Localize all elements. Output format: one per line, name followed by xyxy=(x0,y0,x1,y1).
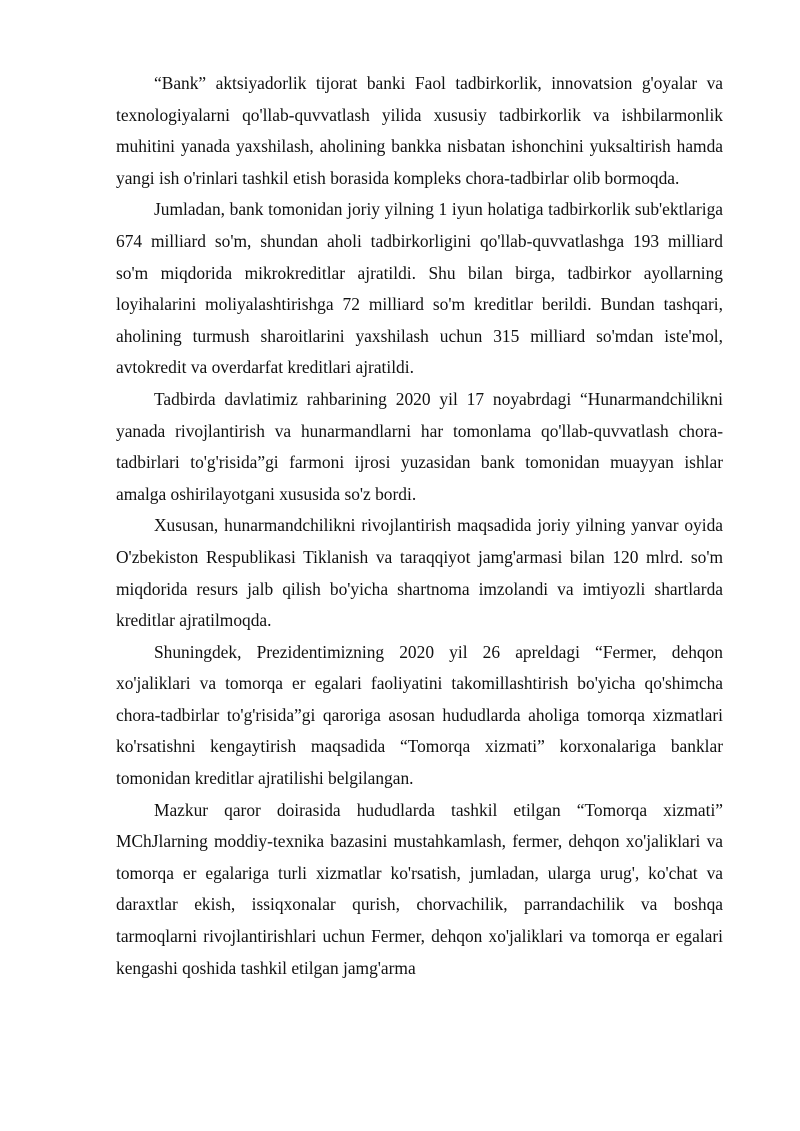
paragraph-fund-agreement: Xususan, hunarmandchilikni rivojlantirish maqsadida joriy yilning yanvar oyida O'zbekiston Respublikasi Tiklanish va taraqqiyot jamg'armasi bilan 120 mlrd. so'm miqdorida resurs jalb qilish bo'yicha shartnoma imzolandi va imtiyozli shartlarda kreditlar ajratilmoqda. xyxy=(116,515,723,631)
paragraph-bank-initiatives: “Bank” aktsiyadorlik tijorat banki Faol tadbirkorlik, innovatsion g'oyalar va texnologiyalarni qo'llab-quvvatlash yilida xususiy tadbirkorlik va ishbilarmonlik muhitini yanada yaxshilash, aholining bankka nisbatan ishonchini yuksaltirish hamda yangi ish o'rinlari tashkil etish borasida kompleks chora-tadbirlar olib bormoqda. xyxy=(116,73,723,188)
paragraph-loan-figures: Jumladan, bank tomonidan joriy yilning 1 iyun holatiga tadbirkorlik sub'ektlariga 674 milliard so'm, shundan aholi tadbirkorligini qo'llab-quvvatlashga 193 milliard so'm miqdorida mikrokreditlar ajratildi. Shu bilan birga, tadbirkor ayollarning loyihalarini moliyalashtirishga 72 milliard so'm kreditlar berildi. Bundan tashqari, aholining turmush sharoitlarini yaxshilash uchun 315 milliard so'mdan iste'mol, avtokredit va overdarfat kreditlari ajratildi. xyxy=(116,199,723,378)
paragraph-presidential-resolution: Shuningdek, Prezidentimizning 2020 yil 26 apreldagi “Fermer, dehqon xo'jaliklari va tomorqa er egalari faoliyatini takomillashtirish bo'yicha qo'shimcha chora-tadbirlar to'g'risida”gi qaroriga asosan hududlarda aholiga tomorqa xizmatlari ko'rsatishni kengaytirish maqsadida “Tomorqa xizmati” korxonalariga banklar tomonidan kreditlar ajratilishi belgilangan. xyxy=(116,641,723,789)
paragraph-tomorqa-services: Mazkur qaror doirasida hududlarda tashkil etilgan “Tomorqa xizmati” MChJlarning moddiy-texnika bazasini mustahkamlash, fermer, dehqon xo'jaliklari va tomorqa er egalariga turli xizmatlar ko'rsatish, jumladan, ularga urug', ko'chat va daraxtlar ekish, issiqxonalar qurish, chorvachilik, parrandachilik va boshqa tarmoqlarni rivojlantirishlari uchun Fermer, dehqon xo'jaliklari va tomorqa er egalari kengashi qoshida tashkil etilgan jamg'arma xyxy=(116,799,723,978)
paragraph-craftsmanship-decree: Tadbirda davlatimiz rahbarining 2020 yil 17 noyabrdagi “Hunarmandchilikni yanada rivojlantirish va hunarmandlarni har tomonlama qo'llab-quvvatlash chora-tadbirlari to'g'risida”gi farmoni ijrosi yuzasidan bank tomonidan muayyan ishlar amalga oshirilayotgani xususida so'z bordi. xyxy=(116,388,723,504)
